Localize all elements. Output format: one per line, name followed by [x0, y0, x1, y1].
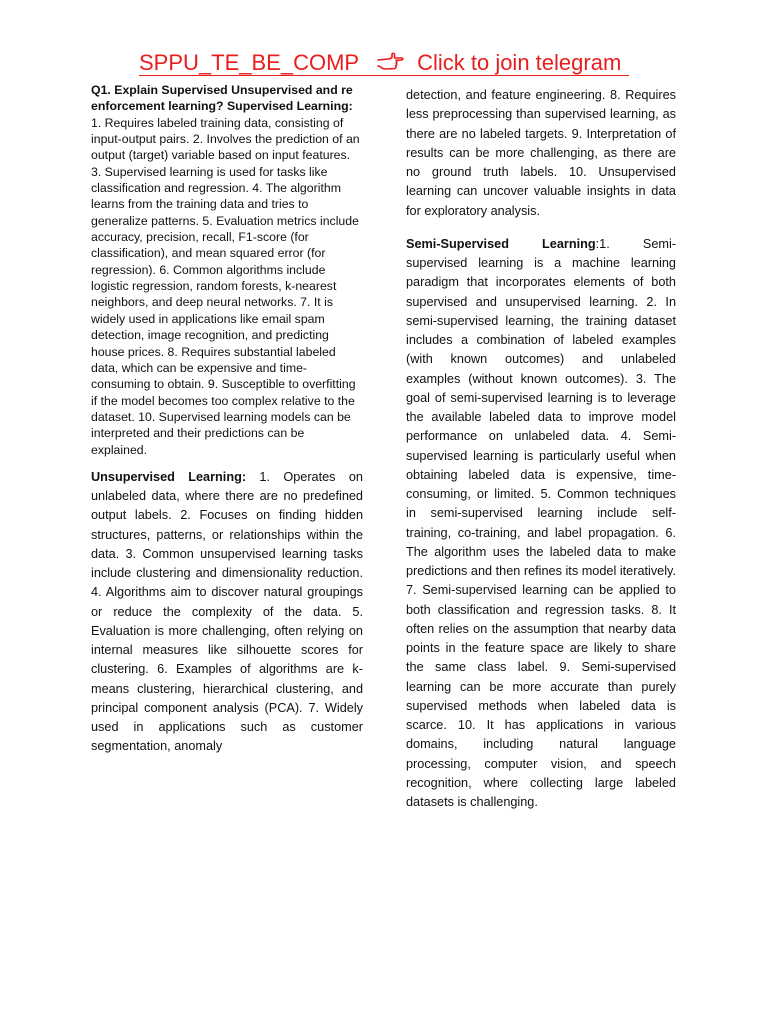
- join-telegram-label: Click to join telegram: [417, 50, 622, 75]
- unsupervised-text-part1: 1. Operates on unlabeled data, where there are no predefined output labels. 2. Focuses on finding hidden structures, patterns, or relationships within the data. 3. Common unsupervised learning tasks include clustering and dimensionality reduction. 4. Algorithms aim to discover natural groupings or reduce the complexity of the data. 5. Evaluation is more challenging, often relying on internal measures like silhouette scores for clustering. 6. Examples of algorithms are k-means clustering, hierarchical clustering, and principal component analysis (PCA). 7. Widely used in applications such as customer segmentation, anomaly: [91, 469, 363, 754]
- semi-supervised-heading: Semi-Supervised Learning: [406, 236, 596, 251]
- semi-supervised-text: :1. Semi-supervised learning is a machine learning paradigm that incorporates elements of both supervised and unsupervised learning. 2. In semi-supervised learning, the training dataset includes a combination of labeled examples (with known outcomes) and unlabeled examples (without known outcomes). 3. The goal of semi-supervised learning is to leverage the available labeled data to improve model performance on unlabeled data. 4. Semi-supervised learning is particularly useful when obtaining labeled data is expensive, time-consuming, or limited. 5. Common techniques in semi-supervised learning include self-training, co-training, and label propagation. 6. The algorithm uses the labeled data to make predictions and then refines its model iteratively. 7. Semi-supervised learning can be applied to both classification and regression tasks. 8. It often relies on the assumption that nearby data points in the feature space are likely to share the same class label. 9. Semi-supervised learning can be more accurate than purely supervised methods when labeled data is scarce. 10. It has applications in various domains, including natural language processing, computer vision, and speech recognition, where collecting large labeled datasets is challenging.: [406, 236, 676, 809]
- pointing-hand-icon: [375, 51, 405, 75]
- left-column: [91, 82, 363, 757]
- right-column: [406, 86, 676, 812]
- supervised-paragraph: [91, 82, 363, 458]
- unsupervised-continued-paragraph: [406, 86, 676, 221]
- telegram-join-link[interactable]: [139, 48, 629, 78]
- supervised-text: 1. Requires labeled training data, consisting of input-output pairs. 2. Involves the prediction of an output (target) variable based on input features. 3. Supervised learning is used for tasks like classification and regression. 4. The algorithm learns from the training data and tries to generalize patterns. 5. Evaluation metrics include accuracy, precision, recall, F1-score (for classification), and mean squared error (for regression). 6. Common algorithms include logistic regression, random forests, k-nearest neighbors, and deep neural networks. 7. It is widely used in applications like email spam detection, image recognition, and predicting house prices. 8. Requires substantial labeled data, which can be expensive and time- consuming to obtain. 9. Susceptible to overfitting if the model becomes too complex relative to the dataset. 10. Supervised learning models can be interpreted and their predictions can be explained.: [91, 115, 360, 457]
- unsupervised-paragraph: [91, 468, 363, 757]
- group-name: SPPU_TE_BE_COMP: [139, 50, 360, 75]
- unsupervised-heading: Unsupervised Learning:: [91, 469, 247, 484]
- q1-heading: Q1. Explain Supervised Unsupervised and re enforcement learning? Supervised Learning:: [91, 83, 353, 114]
- semi-supervised-paragraph: [406, 235, 676, 813]
- unsupervised-text-part2: detection, and feature engineering. 8. Requires less preprocessing than supervised learning, as there are no labeled targets. 9. Interpretation of results can be more challenging, as there are no ground truth labels. 10. Unsupervised learning can uncover valuable insights in data for exploratory analysis.: [406, 88, 676, 218]
- link-underline: [139, 75, 629, 77]
